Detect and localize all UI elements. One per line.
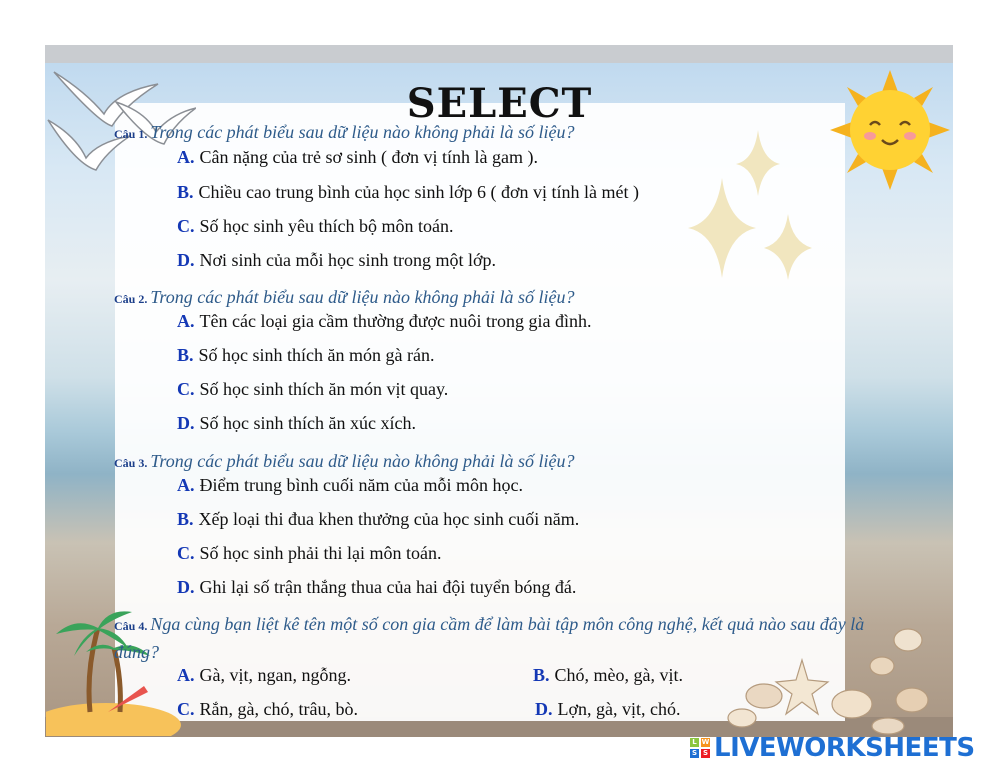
option-letter: D. [177,250,195,270]
question-number: Câu 1. [114,127,148,141]
option-letter: B. [533,665,550,685]
option-letter: C. [177,699,195,719]
option-text: Điểm trung bình cuối năm của mỗi môn học. [199,475,523,495]
option-letter: B. [177,509,194,529]
option-letter: A. [177,665,195,685]
option-text: Số học sinh thích ăn món gà rán. [198,345,435,365]
liveworksheets-brand[interactable] [690,732,975,764]
option-text: Tên các loại gia cầm thường được nuôi trong gia đình. [199,311,592,331]
q4-option-b[interactable] [533,665,683,686]
option-text: Nơi sinh của mỗi học sinh trong một lớp. [199,250,497,270]
option-text: Rắn, gà, chó, trâu, bò. [199,699,358,719]
q1-option-d[interactable] [177,250,496,271]
liveworksheets-logo-icon [690,738,710,758]
option-text: Gà, vịt, ngan, ngỗng. [199,665,351,685]
question-3 [114,448,894,476]
option-text: Cân nặng của trẻ sơ sinh ( đơn vị tính là gam ). [199,147,538,167]
option-letter: C. [177,379,195,399]
logo-cell: W [701,738,710,746]
option-letter: A. [177,311,195,331]
logo-cell: L [690,738,699,747]
q1-option-a[interactable] [177,147,538,168]
top-border [45,45,953,63]
option-text: Số học sinh thích ăn xúc xích. [199,413,416,433]
question-text: Trong các phát biểu sau dữ liệu nào không phải là số liệu? [150,287,575,307]
option-text: Xếp loại thi đua khen thưởng của học sinh cuối năm. [198,509,580,529]
sparkle-stars-decoration [688,130,818,300]
option-text: Ghi lại số trận thắng thua của hai đội tuyển bóng đá. [199,577,577,597]
option-text: Chó, mèo, gà, vịt. [554,665,684,685]
q4-option-d[interactable] [535,699,681,720]
option-letter: C. [177,543,195,563]
q3-option-c[interactable] [177,543,441,564]
question-2 [114,284,894,312]
option-letter: A. [177,147,195,167]
option-letter: D. [177,577,195,597]
q2-option-b[interactable] [177,345,434,366]
q2-option-a[interactable] [177,311,591,332]
logo-cell: S [702,749,709,757]
question-text: Nga cùng bạn liệt kê tên một số con gia cầm để làm bài tập môn công nghệ, kết quả nào sau đây là đúng? [114,614,865,662]
question-text: Trong các phát biểu sau dữ liệu nào không phải là số liệu? [150,122,575,142]
option-letter: C. [177,216,195,236]
question-number: Câu 2. [114,292,148,306]
option-letter: B. [177,345,194,365]
q3-option-a[interactable] [177,475,523,496]
question-text: Trong các phát biểu sau dữ liệu nào không phải là số liệu? [150,451,575,471]
option-text: Số học sinh phải thi lại môn toán. [199,543,442,563]
option-text: Số học sinh yêu thích bộ môn toán. [199,216,454,236]
q1-option-c[interactable] [177,216,453,237]
option-letter: D. [535,699,553,719]
question-number: Câu 4. [114,619,148,633]
q3-option-b[interactable] [177,509,579,530]
q4-option-c[interactable] [177,699,358,720]
q4-option-a[interactable] [177,665,351,686]
option-letter: A. [177,475,195,495]
option-text: Chiều cao trung bình của học sinh lớp 6 ( đơn vị tính là mét ) [198,182,639,202]
q2-option-c[interactable] [177,379,448,400]
question-4 [114,611,884,665]
page-title: SELECT [406,80,593,127]
q2-option-d[interactable] [177,413,416,434]
q1-option-b[interactable] [177,182,639,203]
option-letter: B. [177,182,194,202]
q3-option-d[interactable] [177,577,576,598]
option-letter: D. [177,413,195,433]
brand-text: LIVEWORKSHEETS [714,733,975,763]
logo-cell: S [691,749,698,757]
question-1 [114,119,894,147]
option-text: Số học sinh thích ăn món vịt quay. [199,379,449,399]
option-text: Lợn, gà, vịt, chó. [557,699,681,719]
question-number: Câu 3. [114,456,148,470]
